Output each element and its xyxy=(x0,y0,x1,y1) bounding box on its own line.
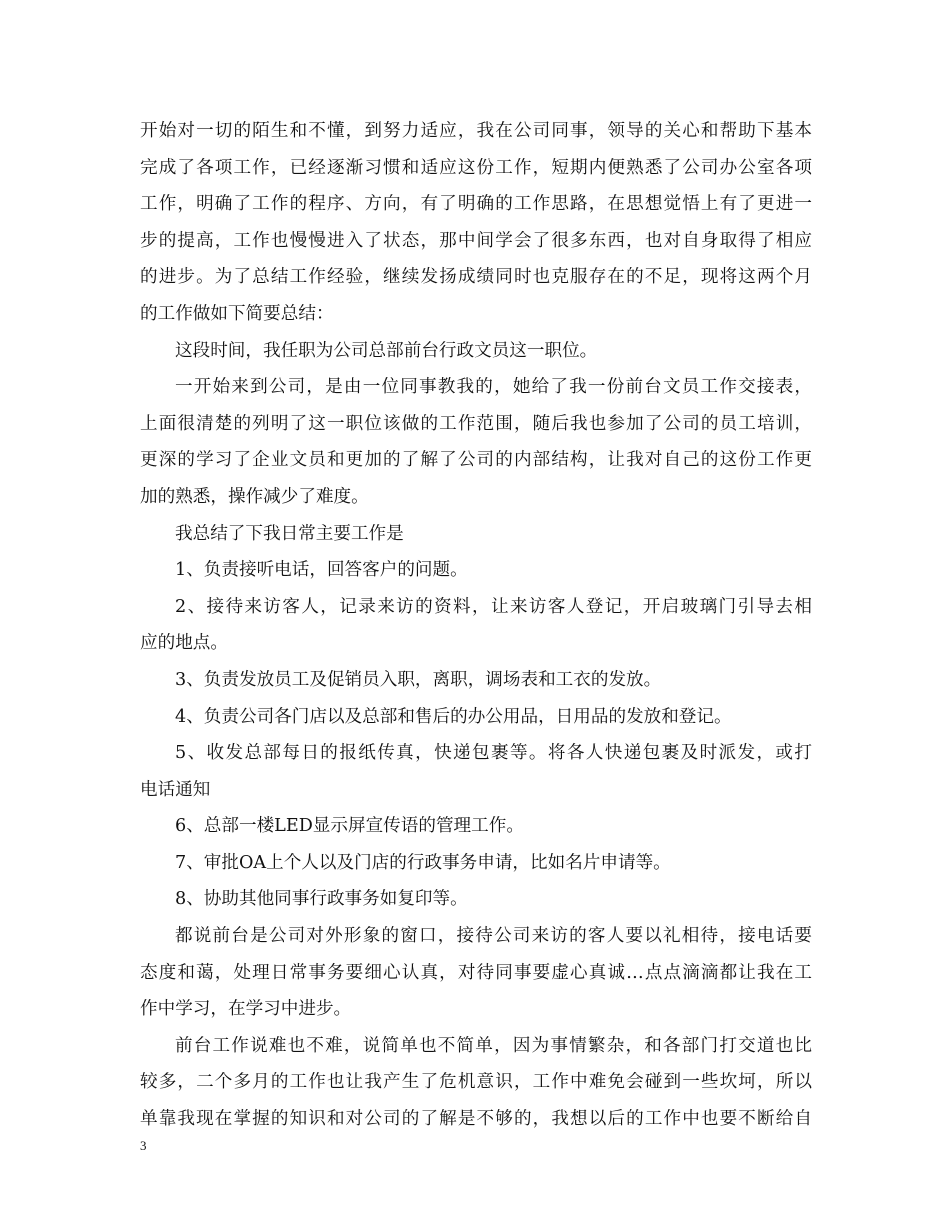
text-line: 完成了各项工作，已经逐渐习惯和适应这份工作，短期内便熟悉了公司办公室各项 xyxy=(140,157,812,178)
page-number: 3 xyxy=(140,1138,147,1153)
text-line: 加的熟悉，操作减少了难度。 xyxy=(140,486,369,507)
text-line: 的进步。为了总结工作经验，继续发扬成绩同时也克服存在的不足，现将这两个月 xyxy=(140,267,812,288)
text-line: 上面很清楚的列明了这一职位该做的工作范围，随后我也参加了公司的员工培训， xyxy=(140,413,812,434)
text-line: 都说前台是公司对外形象的窗口，接待公司来访的客人要以礼相待，接电话要 xyxy=(175,926,812,947)
text-line: 前台工作说难也不难，说简单也不简单，因为事情繁杂，和各部门打交道也比 xyxy=(175,1035,812,1056)
text-line: 1、负责接听电话，回答客户的问题。 xyxy=(175,560,468,581)
text-line: 2、接待来访客人，记录来访的资料，让来访客人登记，开启玻璃门引导去相 xyxy=(175,596,812,617)
text-line: 更深的学习了企业文员和更加的了解了公司的内部结构，让我对自己的这份工作更 xyxy=(140,450,812,471)
text-line: 6、总部一楼LED显示屏宣传语的管理工作。 xyxy=(175,816,524,837)
text-line: 态度和蔼，处理日常事务要细心认真，对待同事要虚心真诚…点点滴滴都让我在工 xyxy=(140,962,812,983)
text-line: 5、收发总部每日的报纸传真，快递包裹等。将各人快递包裹及时派发，或打 xyxy=(175,743,812,764)
text-line: 8、协助其他同事行政事务如复印等。 xyxy=(175,889,468,910)
text-line: 7、审批OA上个人以及门店的行政事务申请，比如名片申请等。 xyxy=(175,852,671,873)
text-line: 4、负责公司各门店以及总部和售后的办公用品，日用品的发放和登记。 xyxy=(175,706,732,727)
text-line: 一开始来到公司，是由一位同事教我的，她给了我一份前台文员工作交接表， xyxy=(175,377,812,398)
text-line: 电话通知 xyxy=(140,779,211,800)
text-line: 作中学习，在学习中进步。 xyxy=(140,999,352,1020)
text-line: 步的提高，工作也慢慢进入了状态，那中间学会了很多东西，也对自身取得了相应 xyxy=(140,230,812,251)
text-line: 这段时间，我任职为公司总部前台行政文员这一职位。 xyxy=(175,340,598,361)
text-line: 工作，明确了工作的程序、方向，有了明确的工作思路，在思想觉悟上有了更进一 xyxy=(140,194,812,215)
document-body xyxy=(140,113,812,1138)
text-line: 应的地点。 xyxy=(140,633,228,654)
text-line: 开始对一切的陌生和不懂，到努力适应，我在公司同事，领导的关心和帮助下基本 xyxy=(140,121,812,141)
text-line: 较多，二个多月的工作也让我产生了危机意识，工作中难免会碰到一些坎坷，所以 xyxy=(140,1072,812,1093)
text-line: 我总结了下我日常主要工作是 xyxy=(175,523,404,544)
text-line: 单靠我现在掌握的知识和对公司的了解是不够的，我想以后的工作中也要不断给自 xyxy=(140,1109,812,1130)
text-line: 3、负责发放员工及促销员入职，离职，调场表和工衣的发放。 xyxy=(175,669,662,690)
text-line: 的工作做如下简要总结： xyxy=(140,303,334,324)
